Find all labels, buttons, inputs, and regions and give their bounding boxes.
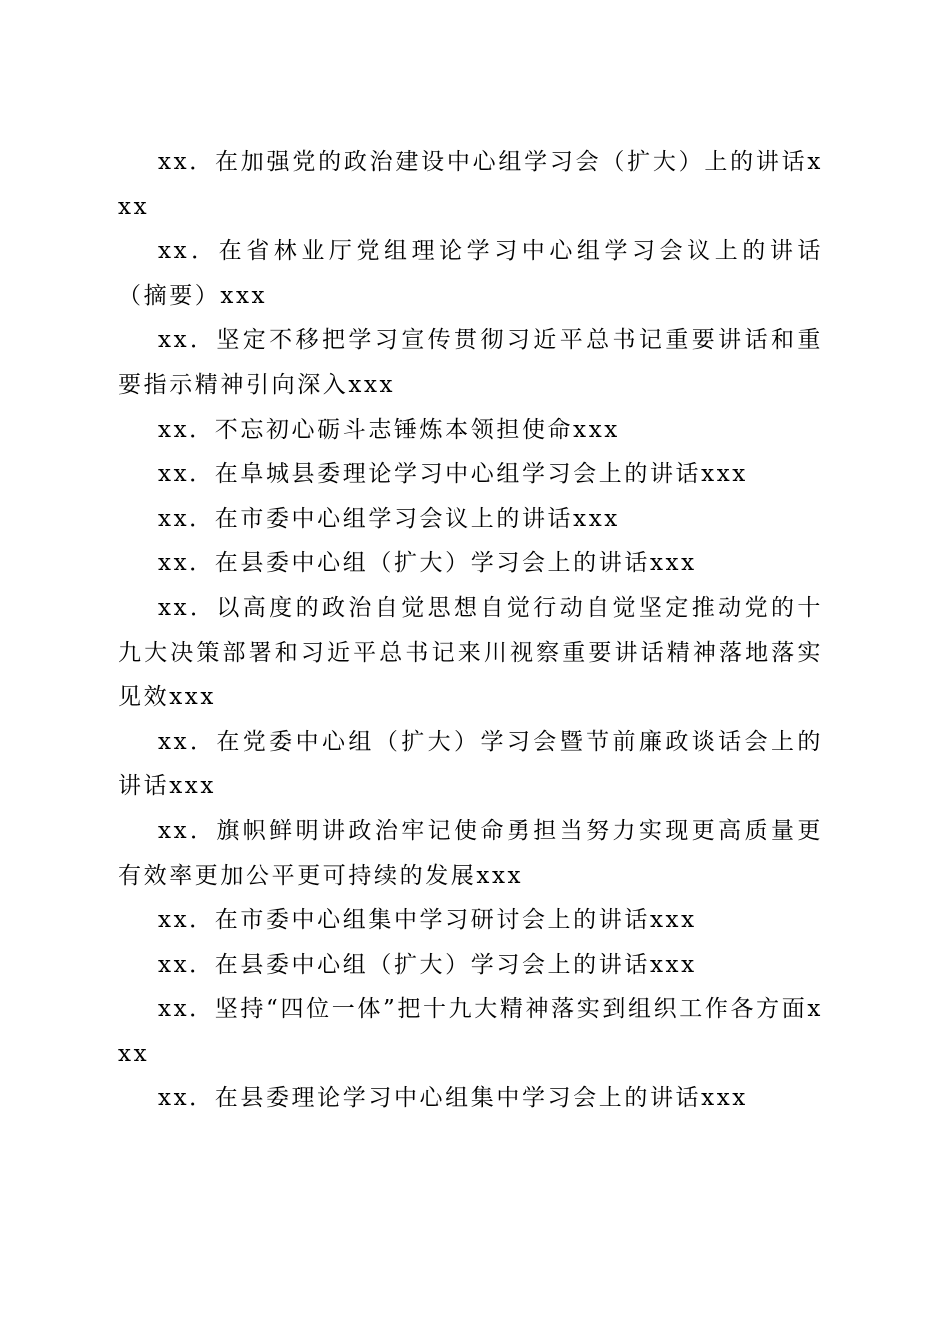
list-item: xx．在阜城县委理论学习中心组学习会上的讲话xxx	[158, 461, 748, 488]
table-of-contents	[118, 140, 823, 1121]
list-item: xx．坚定不移把学习宣传贯彻习近平总书记重要讲话和重要指示精神引向深入xxx	[118, 327, 823, 398]
list-item: xx．在县委中心组（扩大）学习会上的讲话xxx	[158, 951, 697, 978]
list-item: xx．在市委中心组学习会议上的讲话xxx	[158, 505, 620, 532]
list-item: xx．坚持“四位一体”把十九大精神落实到组织工作各方面xxx	[118, 996, 823, 1067]
list-item: xx．不忘初心砺斗志锤炼本领担使命xxx	[158, 416, 620, 443]
list-item: xx．在县委理论学习中心组集中学习会上的讲话xxx	[158, 1085, 748, 1112]
list-item: xx．以高度的政治自觉思想自觉行动自觉坚定推动党的十九大决策部署和习近平总书记来川视察重要讲话精神落地落实见效xxx	[118, 594, 823, 711]
list-item: xx．在省林业厅党组理论学习中心组学习会议上的讲话（摘要）xxx	[118, 238, 823, 309]
list-item: xx．在县委中心组（扩大）学习会上的讲话xxx	[158, 550, 697, 577]
list-item: xx．在市委中心组集中学习研讨会上的讲话xxx	[158, 907, 697, 934]
list-item: xx．旗帜鲜明讲政治牢记使命勇担当努力实现更高质量更有效率更加公平更可持续的发展xxx	[118, 817, 823, 889]
list-item: xx．在党委中心组（扩大）学习会暨节前廉政谈话会上的讲话xxx	[118, 728, 823, 800]
list-item: xx．在加强党的政治建设中心组学习会（扩大）上的讲话xxx	[118, 149, 823, 220]
